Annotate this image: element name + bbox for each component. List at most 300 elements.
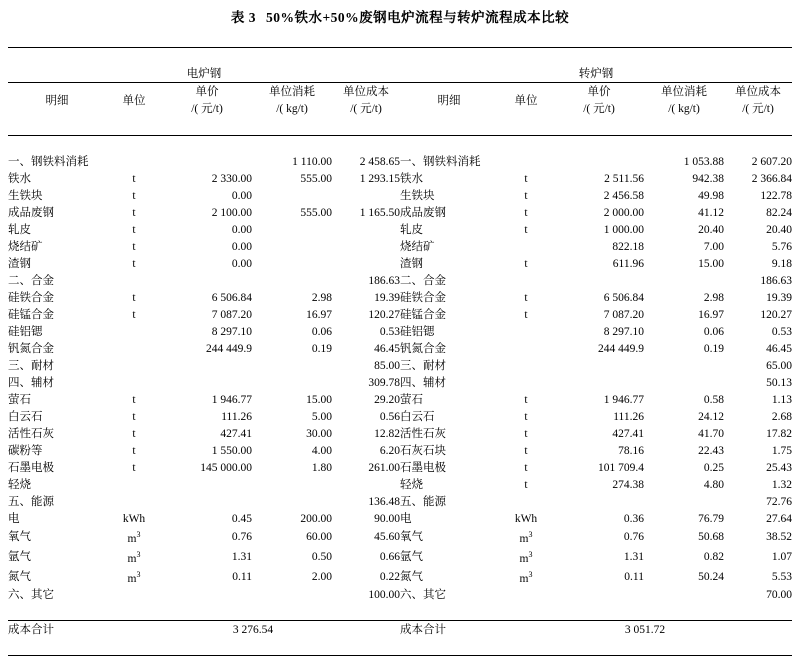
table-row — [8, 238, 792, 255]
table-row — [8, 357, 792, 374]
table-row — [8, 170, 792, 187]
cell-unit-left — [106, 493, 162, 510]
cell-detail-right: 氮气 — [400, 570, 423, 583]
table-row — [8, 547, 792, 567]
cell-price-left — [162, 586, 252, 603]
caption-number: 表 3 — [230, 10, 256, 25]
cell-price-right: 6 506.84 — [603, 291, 644, 304]
table-row — [8, 289, 792, 306]
table-row — [8, 187, 792, 204]
cell-unit-left — [106, 323, 162, 340]
cell-price-left: 111.26 — [221, 410, 252, 423]
cell-unit-right — [498, 586, 554, 603]
cell-consume-left: 2.00 — [311, 570, 332, 583]
cell-cost-right: 27.64 — [766, 512, 792, 525]
unit-exponent-left: 3 — [136, 530, 141, 539]
cell-unit-left: t — [132, 410, 136, 423]
cell-unit-left — [106, 586, 162, 603]
cell-consume-left — [252, 255, 332, 272]
cell-detail-right: 生铁块 — [400, 189, 435, 202]
cell-unit-left — [106, 340, 162, 357]
cell-consume-right — [644, 493, 724, 510]
cell-detail-left: 烧结矿 — [8, 240, 43, 253]
cell-price-right — [554, 586, 644, 603]
cell-detail-left: 五、能源 — [8, 495, 54, 508]
unit-base-left: m — [127, 532, 137, 545]
cell-unit-left: t — [132, 257, 136, 270]
cell-detail-left: 铁水 — [8, 172, 31, 185]
cell-detail-left: 四、辅材 — [8, 376, 54, 389]
cell-price-right: 111.26 — [613, 410, 644, 423]
cell-cost-right: 50.13 — [766, 376, 792, 389]
unit-base-left: m — [127, 552, 137, 565]
cell-cost-right: 5.76 — [771, 240, 792, 253]
cell-unit-right — [498, 493, 554, 510]
cell-price-right — [554, 272, 644, 289]
cell-cost-right: 72.76 — [766, 495, 792, 508]
table-row — [8, 493, 792, 510]
cell-unit-left: t — [132, 444, 136, 457]
caption-title: 50%铁水+50%废钢电炉流程与转炉流程成本比较 — [265, 10, 570, 25]
cell-cost-left: 1 165.50 — [359, 206, 400, 219]
cell-price-left — [162, 357, 252, 374]
cell-consume-right: 50.68 — [698, 530, 724, 543]
cell-consume-left: 60.00 — [306, 530, 332, 543]
header-rule — [8, 118, 792, 136]
cell-consume-right: 20.40 — [698, 223, 724, 236]
cell-unit-left — [106, 374, 162, 391]
col-unit-left: 单位 — [122, 94, 146, 107]
cell-price-left: 1.31 — [231, 550, 252, 563]
cell-price-right: 0.11 — [624, 570, 644, 583]
total-value-left: 3 276.54 — [232, 623, 274, 636]
unit-base-right: m — [519, 572, 529, 585]
cell-consume-left — [252, 586, 332, 603]
col-cost-unit-right: /( 元/t) — [742, 102, 774, 115]
cell-detail-left: 氮气 — [8, 570, 31, 583]
cell-consume-left: 1.80 — [311, 461, 332, 474]
cell-consume-right: 942.38 — [692, 172, 724, 185]
cell-cost-right: 0.53 — [771, 325, 792, 338]
spacer — [8, 48, 792, 66]
cell-unit-left: t — [132, 291, 136, 304]
cell-price-right: 1 000.00 — [603, 223, 644, 236]
cell-consume-left — [252, 221, 332, 238]
cell-detail-left: 一、钢铁料消耗 — [8, 155, 89, 168]
cell-detail-right: 氧气 — [400, 530, 423, 543]
cell-detail-right: 活性石灰 — [400, 427, 446, 440]
cell-unit-left: t — [132, 223, 136, 236]
cell-detail-right: 五、能源 — [400, 495, 446, 508]
cell-unit-right: t — [524, 223, 528, 236]
table-row — [8, 153, 792, 170]
table-row — [8, 221, 792, 238]
unit-base-right: m — [519, 532, 529, 545]
cell-cost-right: 17.82 — [766, 427, 792, 440]
cell-consume-left: 5.00 — [311, 410, 332, 423]
unit-exponent-right: 3 — [528, 549, 533, 559]
cell-cost-right: 70.00 — [766, 588, 792, 601]
cell-detail-right: 钒氮合金 — [400, 342, 446, 355]
group-header-row — [8, 65, 792, 83]
cell-consume-left: 16.97 — [306, 308, 332, 321]
cell-detail-right: 硅铝锶 — [400, 325, 435, 338]
cell-cost-right: 1.32 — [771, 478, 792, 491]
cell-cost-right: 82.24 — [766, 206, 792, 219]
cell-detail-left: 成品废钢 — [8, 206, 54, 219]
cell-cost-left — [332, 238, 400, 255]
cell-unit-left — [106, 272, 162, 289]
cell-unit-left: t — [132, 393, 136, 406]
cell-cost-right: 65.00 — [766, 359, 792, 372]
cell-price-right: 611.96 — [612, 257, 644, 270]
cell-price-left: 244 449.9 — [206, 342, 252, 355]
cell-consume-left — [252, 272, 332, 289]
cell-detail-left: 活性石灰 — [8, 427, 54, 440]
cell-cost-left: 2 458.65 — [359, 155, 400, 168]
cell-consume-right: 49.98 — [698, 189, 724, 202]
table-row — [8, 374, 792, 391]
cell-cost-right: 19.39 — [766, 291, 792, 304]
cell-cost-right: 20.40 — [766, 223, 792, 236]
cell-consume-right: 0.82 — [703, 550, 724, 563]
total-value-right: 3 051.72 — [624, 623, 666, 636]
cell-price-left: 0.00 — [231, 223, 252, 236]
spacer — [8, 136, 792, 154]
cell-unit-left — [106, 527, 162, 547]
cell-detail-right: 三、耐材 — [400, 359, 446, 372]
cell-price-left: 0.00 — [231, 189, 252, 202]
cell-price-right: 822.18 — [612, 240, 644, 253]
table-row — [8, 408, 792, 425]
cell-consume-left: 555.00 — [300, 172, 332, 185]
cell-detail-right: 成品废钢 — [400, 206, 446, 219]
unit-exponent-left: 3 — [136, 569, 141, 579]
cell-consume-left: 0.50 — [311, 550, 332, 563]
col-price-unit-left: /( 元/t) — [191, 102, 223, 115]
cell-consume-right: 41.70 — [698, 427, 724, 440]
cell-consume-right: 2.98 — [703, 291, 724, 304]
unit-exponent-right: 3 — [528, 530, 533, 539]
cell-consume-left: 2.98 — [311, 291, 332, 304]
table-row — [8, 425, 792, 442]
cell-unit-left: t — [132, 189, 136, 202]
cell-detail-right: 硅铁合金 — [400, 291, 446, 304]
cell-unit-right: t — [524, 257, 528, 270]
cell-price-right: 101 709.4 — [598, 461, 644, 474]
cell-consume-right: 0.25 — [703, 461, 724, 474]
cell-detail-right: 石灰石块 — [400, 444, 446, 457]
cell-detail-left: 生铁块 — [8, 189, 43, 202]
cell-detail-left: 轻烧 — [8, 478, 31, 491]
cell-cost-left — [332, 187, 400, 204]
cell-consume-left: 15.00 — [306, 393, 332, 406]
cell-price-right: 1 946.77 — [603, 393, 644, 406]
cell-unit-right: t — [524, 427, 528, 440]
cell-cost-left: 90.00 — [374, 512, 400, 525]
cell-price-right: 78.16 — [618, 444, 644, 457]
cell-price-right: 2 511.56 — [604, 172, 644, 185]
cell-price-left: 7 087.20 — [211, 308, 252, 321]
cell-detail-left: 六、其它 — [8, 588, 54, 601]
cell-consume-right: 7.00 — [703, 240, 724, 253]
cell-detail-right: 一、钢铁料消耗 — [400, 155, 481, 168]
cell-detail-right: 烧结矿 — [400, 240, 435, 253]
cell-consume-right: 16.97 — [698, 308, 724, 321]
unit-base-left: m — [127, 572, 137, 585]
cell-unit-right: t — [524, 189, 528, 202]
cell-price-left — [162, 493, 252, 510]
table-row — [8, 527, 792, 547]
cell-price-left — [162, 476, 252, 493]
cell-cost-right: 122.78 — [760, 189, 792, 202]
cell-unit-left: kWh — [122, 512, 146, 525]
col-consume-unit-left: /( kg/t) — [276, 102, 308, 115]
cell-cost-right: 1.75 — [771, 444, 792, 457]
cell-consume-right: 76.79 — [698, 512, 724, 525]
cell-consume-right: 41.12 — [698, 206, 724, 219]
cell-unit-right — [498, 527, 554, 547]
group-label-bof: 转炉钢 — [400, 65, 792, 83]
cell-cost-right: 9.18 — [771, 257, 792, 270]
cell-cost-left: 0.66 — [379, 550, 400, 563]
cell-price-right — [554, 493, 644, 510]
cell-consume-right: 22.43 — [698, 444, 724, 457]
cell-cost-left: 6.20 — [379, 444, 400, 457]
total-row — [8, 621, 792, 639]
cell-consume-left: 30.00 — [306, 427, 332, 440]
cell-price-left: 0.00 — [231, 240, 252, 253]
cell-price-left: 1 946.77 — [211, 393, 252, 406]
cell-detail-right: 六、其它 — [400, 588, 446, 601]
cell-price-left: 0.76 — [231, 530, 252, 543]
cell-unit-left: t — [132, 308, 136, 321]
cell-price-left: 6 506.84 — [211, 291, 252, 304]
cell-price-left — [162, 153, 252, 170]
cell-consume-left — [252, 476, 332, 493]
cell-detail-right: 白云石 — [400, 410, 435, 423]
cell-cost-right: 5.53 — [771, 570, 792, 583]
cell-price-right: 244 449.9 — [598, 342, 644, 355]
cell-consume-left — [252, 238, 332, 255]
cell-unit-left — [106, 153, 162, 170]
total-label-left: 成本合计 — [8, 623, 54, 636]
unit-exponent-left: 3 — [136, 549, 141, 559]
col-consume-left: 单位消耗 — [269, 85, 315, 98]
col-cost-unit-left: /( 元/t) — [350, 102, 382, 115]
cell-cost-left: 309.78 — [368, 376, 400, 389]
cell-cost-left: 12.82 — [374, 427, 400, 440]
cell-consume-right — [644, 272, 724, 289]
cell-consume-right: 1 053.88 — [683, 155, 724, 168]
table-row — [8, 442, 792, 459]
cell-unit-right: t — [524, 393, 528, 406]
cell-price-left — [162, 374, 252, 391]
cell-price-left: 145 000.00 — [200, 461, 252, 474]
table-row — [8, 204, 792, 221]
table-row — [8, 272, 792, 289]
col-cost-right: 单位成本 — [735, 85, 781, 98]
cell-price-right: 0.76 — [623, 530, 644, 543]
unit-exponent-right: 3 — [528, 569, 533, 579]
cell-detail-left: 石墨电极 — [8, 461, 54, 474]
cell-detail-left: 白云石 — [8, 410, 43, 423]
cell-cost-right: 186.63 — [760, 274, 792, 287]
cell-price-right: 0.36 — [623, 512, 644, 525]
cell-detail-left: 三、耐材 — [8, 359, 54, 372]
table-row — [8, 586, 792, 603]
col-price-left: 单价 — [195, 85, 219, 98]
cell-consume-right: 15.00 — [698, 257, 724, 270]
cell-consume-left: 555.00 — [300, 206, 332, 219]
cell-consume-left: 1 110.00 — [292, 155, 332, 168]
cell-price-right: 7 087.20 — [603, 308, 644, 321]
cell-detail-right: 电 — [400, 512, 412, 525]
cost-comparison-table — [8, 30, 792, 656]
cell-consume-left — [252, 187, 332, 204]
cell-consume-left: 200.00 — [300, 512, 332, 525]
cell-price-right: 274.38 — [612, 478, 644, 491]
cell-detail-left: 萤石 — [8, 393, 31, 406]
cell-unit-right — [498, 238, 554, 255]
cell-unit-left — [106, 547, 162, 567]
cell-price-left — [162, 272, 252, 289]
cell-unit-left: t — [132, 240, 136, 253]
cell-price-left: 2 330.00 — [211, 172, 252, 185]
bottom-rule — [8, 638, 792, 656]
column-header-row-1 — [8, 83, 792, 101]
cell-unit-right: t — [524, 308, 528, 321]
cell-unit-right: t — [524, 478, 528, 491]
cell-consume-left — [252, 374, 332, 391]
table-row — [8, 391, 792, 408]
cell-consume-right — [644, 586, 724, 603]
cell-cost-left: 1 293.15 — [359, 172, 400, 185]
cell-price-right: 427.41 — [612, 427, 644, 440]
cell-cost-left: 0.53 — [379, 325, 400, 338]
col-detail-left: 明细 — [45, 94, 69, 107]
cell-cost-right: 38.52 — [766, 530, 792, 543]
cell-cost-right: 46.45 — [766, 342, 792, 355]
cell-cost-right: 25.43 — [766, 461, 792, 474]
cell-detail-right: 二、合金 — [400, 274, 446, 287]
cell-detail-left: 轧皮 — [8, 223, 31, 236]
table-row — [8, 323, 792, 340]
cell-cost-left: 0.56 — [379, 410, 400, 423]
cell-consume-right — [644, 374, 724, 391]
cell-detail-right: 四、辅材 — [400, 376, 446, 389]
cell-cost-right: 1.13 — [771, 393, 792, 406]
cell-unit-left: t — [132, 461, 136, 474]
cell-detail-left: 氩气 — [8, 550, 31, 563]
cell-consume-left: 0.19 — [311, 342, 332, 355]
cell-price-right: 8 297.10 — [603, 325, 644, 338]
cell-unit-right: kWh — [514, 512, 538, 525]
cell-price-right — [554, 153, 644, 170]
cell-unit-right — [498, 153, 554, 170]
cell-detail-left: 碳粉等 — [8, 444, 43, 457]
cell-detail-left: 氧气 — [8, 530, 31, 543]
cell-price-left: 427.41 — [220, 427, 252, 440]
cell-consume-left: 4.00 — [311, 444, 332, 457]
cell-cost-left: 136.48 — [368, 495, 400, 508]
cell-unit-left: t — [132, 172, 136, 185]
cell-detail-left: 硅锰合金 — [8, 308, 54, 321]
cell-consume-left: 0.06 — [311, 325, 332, 338]
cell-cost-left: 120.27 — [368, 308, 400, 321]
cell-price-right: 2 456.58 — [603, 189, 644, 202]
cell-cost-right: 2 366.84 — [751, 172, 792, 185]
cell-unit-right — [498, 357, 554, 374]
cell-cost-left — [332, 255, 400, 272]
cell-cost-left: 19.39 — [374, 291, 400, 304]
cell-cost-right: 2 607.20 — [751, 155, 792, 168]
cell-unit-right — [498, 340, 554, 357]
cell-cost-left: 261.00 — [368, 461, 400, 474]
table-caption — [8, 6, 792, 26]
col-cost-left: 单位成本 — [343, 85, 389, 98]
table-row — [8, 306, 792, 323]
col-price-unit-right: /( 元/t) — [583, 102, 615, 115]
cell-detail-right: 铁水 — [400, 172, 423, 185]
cell-cost-left: 45.60 — [374, 530, 400, 543]
cell-unit-right: t — [524, 444, 528, 457]
cell-price-left: 0.45 — [231, 512, 252, 525]
cell-unit-right: t — [524, 206, 528, 219]
cell-detail-left: 二、合金 — [8, 274, 54, 287]
table-row — [8, 476, 792, 493]
cell-consume-right: 50.24 — [698, 570, 724, 583]
cell-unit-left: t — [132, 427, 136, 440]
table-row — [8, 340, 792, 357]
cell-cost-left: 85.00 — [374, 359, 400, 372]
cell-price-right: 1.31 — [623, 550, 644, 563]
cell-cost-right: 2.68 — [771, 410, 792, 423]
cell-consume-right: 0.58 — [703, 393, 724, 406]
col-price-right: 单价 — [587, 85, 611, 98]
group-label-eaf: 电炉钢 — [8, 65, 400, 83]
cell-unit-right — [498, 374, 554, 391]
cell-unit-right: t — [524, 172, 528, 185]
cell-unit-left — [106, 476, 162, 493]
table-row — [8, 510, 792, 527]
cell-consume-left — [252, 357, 332, 374]
cell-detail-left: 电 — [8, 512, 20, 525]
cell-unit-right: t — [524, 291, 528, 304]
cell-detail-right: 石墨电极 — [400, 461, 446, 474]
cell-cost-left: 186.63 — [368, 274, 400, 287]
cell-price-left: 2 100.00 — [211, 206, 252, 219]
cell-price-right — [554, 357, 644, 374]
table-row — [8, 459, 792, 476]
cell-detail-right: 轧皮 — [400, 223, 423, 236]
cell-price-right: 2 000.00 — [603, 206, 644, 219]
total-label-right: 成本合计 — [400, 623, 446, 636]
cell-consume-right: 0.19 — [703, 342, 724, 355]
cell-detail-left: 硅铁合金 — [8, 291, 54, 304]
col-consume-right: 单位消耗 — [661, 85, 707, 98]
col-consume-unit-right: /( kg/t) — [668, 102, 700, 115]
cell-price-left: 0.00 — [231, 257, 252, 270]
cell-unit-right — [498, 547, 554, 567]
col-detail-right: 明细 — [437, 94, 461, 107]
total-rule — [8, 603, 792, 621]
cell-detail-left: 渣钢 — [8, 257, 31, 270]
cell-price-right — [554, 374, 644, 391]
table-row — [8, 255, 792, 272]
cell-cost-left: 46.45 — [374, 342, 400, 355]
unit-base-right: m — [519, 552, 529, 565]
